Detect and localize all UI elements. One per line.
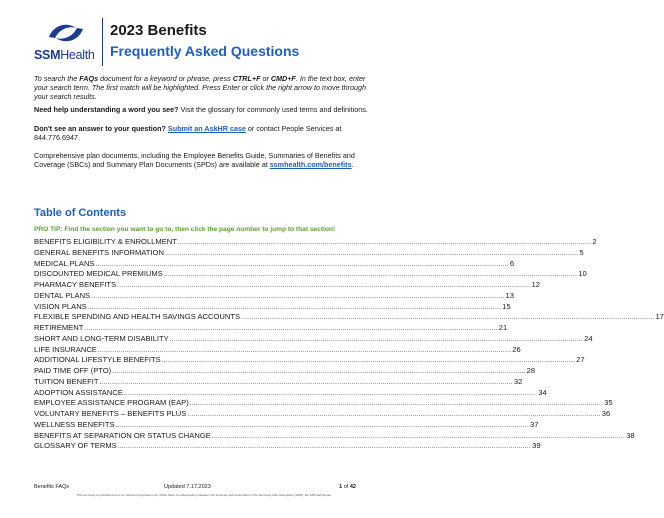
toc-entry[interactable] xyxy=(34,237,597,248)
toc-page-link[interactable]: 37 xyxy=(530,419,539,429)
search-instructions: To search the FAQs document for a keyword or phrase, press CTRL+F or CMD+F. In the text box, enter your search term. The first match will be highlighted. Press Enter or click the right arrow to move through your search results. xyxy=(34,74,366,101)
document-subtitle: Frequently Asked Questions xyxy=(110,43,300,59)
askhr-note: Don't see an answer to your question? Submit an AskHR case or contact People Services at 844.776.6947. xyxy=(34,124,342,142)
toc-leader-dots: ........................................................................................................................................................................................................ xyxy=(123,390,538,397)
toc-entry-label: VISION PLANS xyxy=(34,301,87,311)
toc-entry[interactable] xyxy=(34,409,611,420)
toc-entry-label: MEDICAL PLANS xyxy=(34,258,95,268)
ssm-health-logo xyxy=(34,20,98,66)
toc-leader-dots: ........................................................................................................................................................................................................ xyxy=(95,261,509,268)
toc-entry[interactable] xyxy=(34,430,635,442)
footer-page-number: 1 of 42 xyxy=(339,484,356,490)
toc-page-link[interactable]: 26 xyxy=(512,344,521,354)
toc-page-link[interactable]: 35 xyxy=(604,398,613,408)
toc-leader-dots: ........................................................................................................................................................................................................ xyxy=(169,336,584,343)
toc-heading: Table of Contents xyxy=(34,207,127,219)
toc-entry[interactable] xyxy=(34,323,508,334)
footer-doc-name: Benefits FAQs xyxy=(34,484,70,490)
toc-entry-label: ADDITIONAL LIFESTYLE BENEFITS xyxy=(34,355,161,365)
footer-updated-date: Updated 7.17.2023 xyxy=(164,484,211,490)
ssm-logo-swirl-icon xyxy=(46,20,86,46)
toc-page-link[interactable]: 38 xyxy=(626,430,635,440)
toc-entry-label: EMPLOYEE ASSISTANCE PROGRAM (EAP) xyxy=(34,398,189,408)
toc-leader-dots: ........................................................................................................................................................................................................ xyxy=(241,315,655,322)
logo-wordmark: SSMHealth xyxy=(34,48,95,62)
toc-leader-dots: ........................................................................................................................................................................................................ xyxy=(189,401,604,408)
toc-entry[interactable] xyxy=(34,290,514,302)
toc-entry-label: TUITION BENEFIT xyxy=(34,376,99,386)
toc-entry-label: SHORT AND LONG-TERM DISABILITY xyxy=(34,333,169,343)
toc-page-link[interactable]: 28 xyxy=(526,366,536,375)
toc-page-link[interactable]: 24 xyxy=(584,333,593,343)
toc-leader-dots: ........................................................................................................................................................................................................ xyxy=(97,347,512,354)
toc-entry-label: VOLUNTARY BENEFITS – BENEFITS PLUS xyxy=(34,409,187,418)
toc-entry[interactable] xyxy=(34,366,536,377)
toc-leader-dots: ........................................................................................................................................................................................................ xyxy=(117,444,532,451)
toc-page-link[interactable]: 39 xyxy=(532,441,541,451)
benefits-website-link[interactable]: ssmhealth.com/benefits xyxy=(269,160,352,169)
toc-page-link[interactable]: 34 xyxy=(538,387,547,397)
toc-entry[interactable] xyxy=(34,258,515,270)
submit-askhr-link[interactable]: Submit an AskHR case xyxy=(167,124,246,133)
toc-leader-dots: ........................................................................................................................................................................................................ xyxy=(87,304,502,311)
toc-leader-dots: ........................................................................................................................................................................................................ xyxy=(91,293,505,300)
toc-entry-label: LIFE INSURANCE xyxy=(34,344,97,354)
toc-leader-dots: ........................................................................................................................................................................................................ xyxy=(84,326,498,332)
toc-entry[interactable] xyxy=(34,301,511,313)
toc-entry[interactable] xyxy=(34,398,613,409)
toc-entry-label: GLOSSARY OF TERMS xyxy=(34,441,117,451)
toc-leader-dots: ........................................................................................................................................................................................................ xyxy=(211,433,626,440)
toc-protip: PRO TIP: Find the section you want to go to, then click the page number to jump to that section! xyxy=(34,226,336,233)
toc-page-link[interactable]: 10 xyxy=(578,269,587,279)
toc-entry-label: GENERAL BENEFITS INFORMATION xyxy=(34,247,164,257)
toc-entry[interactable] xyxy=(34,419,539,431)
glossary-note: Need help understanding a word you see? Visit the glossary for commonly used terms and definitions. xyxy=(34,105,368,114)
toc-leader-dots: ........................................................................................................................................................................................................ xyxy=(187,412,601,418)
toc-leader-dots: ........................................................................................................................................................................................................ xyxy=(177,240,592,246)
document-title: 2023 Benefits xyxy=(110,22,207,39)
toc-entry[interactable] xyxy=(34,344,521,356)
toc-leader-dots: ........................................................................................................................................................................................................ xyxy=(163,272,578,279)
table-of-contents xyxy=(34,237,664,452)
toc-leader-dots: ........................................................................................................................................................................................................ xyxy=(99,379,513,386)
toc-entry[interactable] xyxy=(34,441,541,452)
plan-documents-note: Comprehensive plan documents, including the Employee Benefits Guide, Summaries of Benefits and Coverage (SBCs) and Summary Plan Documents (SPDs) are available at ssmhealth.com/benefits. xyxy=(34,151,355,169)
toc-page-link[interactable]: 6 xyxy=(509,258,515,268)
toc-leader-dots: ........................................................................................................................................................................................................ xyxy=(112,369,526,375)
toc-entry[interactable] xyxy=(34,355,585,366)
toc-entry[interactable] xyxy=(34,269,587,280)
toc-entry-label: WELLNESS BENEFITS xyxy=(34,419,115,429)
toc-page-link[interactable]: 27 xyxy=(576,355,585,365)
toc-leader-dots: ........................................................................................................................................................................................................ xyxy=(161,358,576,365)
toc-entry-label: DISCOUNTED MEDICAL PREMIUMS xyxy=(34,269,163,279)
toc-leader-dots: ........................................................................................................................................................................................................ xyxy=(117,283,531,289)
header-divider xyxy=(102,18,103,66)
footer-disclaimer: This summary is provided here is for reference purposes only. When there is a discrepancy between this summary and information in the Summary Plan Description (SPD), the SPD will prevail. xyxy=(76,493,332,497)
toc-entry-label: RETIREMENT xyxy=(34,323,84,332)
toc-page-link[interactable]: 13 xyxy=(505,290,514,300)
toc-page-link[interactable]: 21 xyxy=(498,323,508,332)
toc-entry-label: DENTAL PLANS xyxy=(34,290,91,300)
toc-entry[interactable] xyxy=(34,376,523,388)
document-header xyxy=(34,18,374,68)
toc-page-link[interactable]: 12 xyxy=(531,280,541,289)
toc-page-link[interactable]: 32 xyxy=(513,376,523,386)
toc-leader-dots: ........................................................................................................................................................................................................ xyxy=(115,422,530,429)
toc-page-link[interactable]: 2 xyxy=(592,237,597,246)
toc-page-link[interactable]: 17 xyxy=(655,312,664,322)
toc-entry[interactable] xyxy=(34,333,593,345)
toc-leader-dots: ........................................................................................................................................................................................................ xyxy=(164,250,579,257)
toc-entry-label: BENEFITS ELIGIBILITY & ENROLLMENT xyxy=(34,237,177,246)
toc-entry-label: BENEFITS AT SEPARATION OR STATUS CHANGE xyxy=(34,430,211,440)
toc-entry-label: PAID TIME OFF (PTO) xyxy=(34,366,112,375)
toc-page-link[interactable]: 36 xyxy=(601,409,611,418)
toc-entry[interactable] xyxy=(34,312,664,323)
toc-entry-label: FLEXIBLE SPENDING AND HEALTH SAVINGS ACCOUNTS xyxy=(34,312,241,322)
toc-entry-label: ADOPTION ASSISTANCE xyxy=(34,387,123,397)
toc-entry[interactable] xyxy=(34,387,547,399)
toc-page-link[interactable]: 5 xyxy=(579,247,584,257)
toc-entry-label: PHARMACY BENEFITS xyxy=(34,280,117,289)
toc-entry[interactable] xyxy=(34,280,541,291)
toc-entry[interactable] xyxy=(34,247,584,259)
toc-page-link[interactable]: 15 xyxy=(502,301,511,311)
